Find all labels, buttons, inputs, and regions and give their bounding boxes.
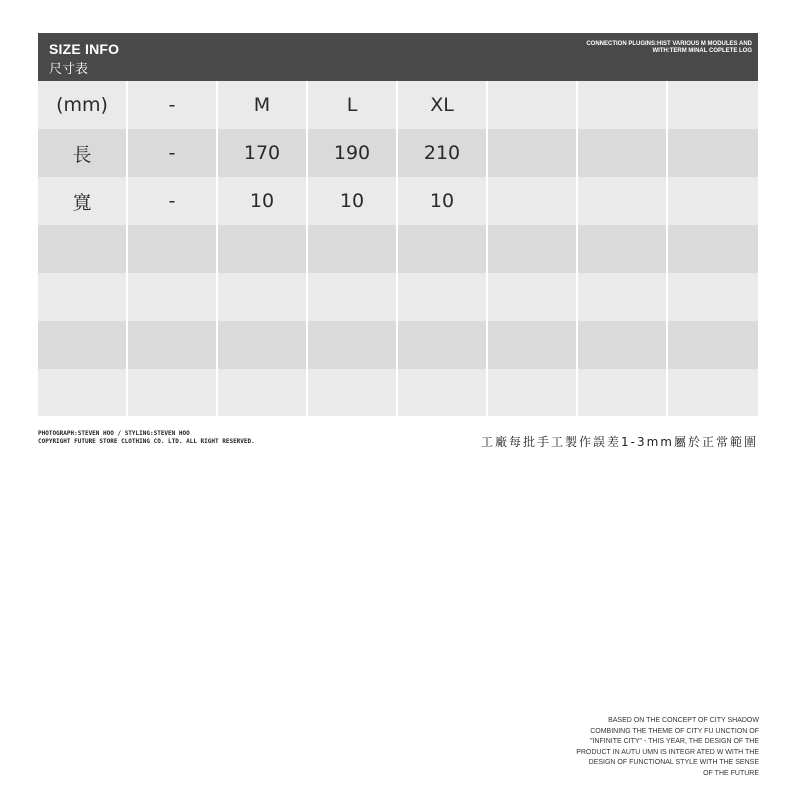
table-cell — [668, 369, 758, 416]
table-cell: (mm) — [38, 81, 128, 129]
table-cell — [398, 321, 488, 369]
table-cell — [578, 177, 668, 225]
tolerance-note: 工廠每批手工製作誤差1-3mm屬於正常範圍 — [481, 435, 758, 449]
table-cell — [578, 129, 668, 177]
table-cell — [488, 177, 578, 225]
table-cell: M — [218, 81, 308, 129]
table-cell: 170 — [218, 129, 308, 177]
concept-line: PRODUCT IN AUTU UMN IS INTEGR ATED W WITH THE — [576, 748, 759, 756]
table-cell — [128, 369, 218, 416]
photo-credit: PHOTOGRAPH:STEVEN HOO / STYLING:STEVEN HOO — [38, 430, 190, 437]
table-cell — [38, 321, 128, 369]
table-cell — [578, 273, 668, 321]
table-cell: 10 — [308, 177, 398, 225]
concept-line: BASED ON THE CONCEPT OF CITY SHADOW — [608, 717, 759, 724]
concept-line: COMBINING THE THEME OF CITY FU UNCTION OF — [590, 727, 759, 735]
table-cell: 長 — [38, 129, 128, 177]
table-cell: 10 — [218, 177, 308, 225]
table-cell — [578, 369, 668, 416]
table-cell — [668, 225, 758, 273]
table-cell: - — [128, 129, 218, 177]
table-cell — [128, 321, 218, 369]
table-cell — [578, 321, 668, 369]
table-cell — [668, 273, 758, 321]
table-cell — [128, 273, 218, 321]
table-cell: - — [128, 81, 218, 129]
table-cell — [308, 273, 398, 321]
table-cell: L — [308, 81, 398, 129]
header-note-line: WITH:TERM MINAL COPLETE LOG — [652, 48, 752, 54]
concept-line: OF THE FUTURE — [703, 769, 759, 777]
header-note — [586, 41, 752, 55]
table-cell — [578, 81, 668, 129]
table-cell: 210 — [398, 129, 488, 177]
table-cell — [38, 273, 128, 321]
concept-line: DESIGN OF FUNCTIONAL STYLE WITH THE SENSE — [588, 759, 759, 766]
table-cell: 寬 — [38, 177, 128, 225]
table-cell — [38, 369, 128, 416]
table-cell — [218, 369, 308, 416]
table-cell — [218, 225, 308, 273]
table-cell — [488, 321, 578, 369]
table-cell — [218, 273, 308, 321]
table-cell — [398, 273, 488, 321]
table-cell — [398, 225, 488, 273]
table-cell: 190 — [308, 129, 398, 177]
table-cell — [308, 225, 398, 273]
copyright-notice: COPYRIGHT FUTURE STORE CLOTHING CO. LTD. ALL RIGHT RESERVED. — [38, 438, 255, 445]
table-cell — [38, 225, 128, 273]
header-note-line: CONNECTION PLUGINS:HIST VARIOUS M MODULES AND — [586, 41, 752, 47]
table-cell — [488, 81, 578, 129]
table-cell — [488, 369, 578, 416]
page-title: SIZE INFO — [49, 41, 120, 57]
table-cell — [308, 369, 398, 416]
table-cell — [668, 129, 758, 177]
table-cell — [128, 225, 218, 273]
size-table — [38, 81, 758, 416]
table-cell — [488, 129, 578, 177]
page-subtitle: 尺寸表 — [49, 62, 89, 77]
table-cell — [488, 225, 578, 273]
table-cell — [668, 81, 758, 129]
credits — [38, 430, 255, 446]
concept-line: "INFINITE CITY" - THIS YEAR, THE DESIGN OF THE — [590, 738, 759, 745]
table-cell — [398, 369, 488, 416]
table-cell — [668, 321, 758, 369]
table-cell — [218, 321, 308, 369]
table-cell — [578, 225, 668, 273]
table-cell — [668, 177, 758, 225]
size-info-header — [38, 33, 758, 81]
table-cell: - — [128, 177, 218, 225]
concept-text — [576, 716, 759, 779]
table-cell — [308, 321, 398, 369]
table-cell: 10 — [398, 177, 488, 225]
table-cell: XL — [398, 81, 488, 129]
table-cell — [488, 273, 578, 321]
